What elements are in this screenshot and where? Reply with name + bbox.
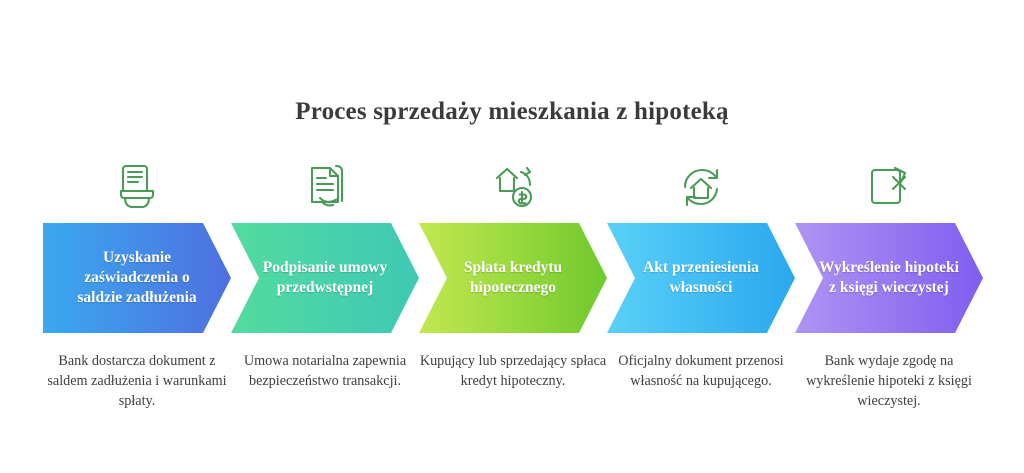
document-stack-icon [43,155,231,217]
process-step-2 [231,155,419,445]
document-delete-icon [795,155,983,217]
step-label-3: Spłata kredytu hipotecznego [463,259,563,296]
step-label-2: Podpisanie umowy przedwstępnej [262,259,388,296]
process-steps [43,155,983,445]
process-step-5 [795,155,983,445]
step-caption-2: Umowa notarialna zapewnia bezpieczeństwo transakcji. [243,353,407,390]
contract-signing-icon [231,155,419,217]
process-step-4 [607,155,795,445]
step-caption-3: Kupujący lub sprzedający spłaca kredyt hipoteczny. [419,353,607,390]
step-label-1: Uzyskanie zaświadczenia o saldzie zadłużenia [77,249,197,306]
step-caption-1: Bank dostarcza dokument z saldem zadłużenia i warunkami spłaty. [47,353,227,410]
step-label-4: Akt przeniesienia własności [643,259,759,296]
step-caption-4: Oficjalny dokument przenosi własność na kupującego. [618,353,784,390]
process-step-3 [419,155,607,445]
house-money-icon [419,155,607,217]
page-title: Proces sprzedaży mieszkania z hipoteką [295,98,729,125]
process-step-1 [43,155,231,445]
house-transfer-icon [607,155,795,217]
step-label-5: Wykreślenie hipoteki z księgi wieczystej [819,259,959,296]
step-caption-5: Bank wydaje zgodę na wykreślenie hipoteki z księgi wieczystej. [806,353,972,410]
